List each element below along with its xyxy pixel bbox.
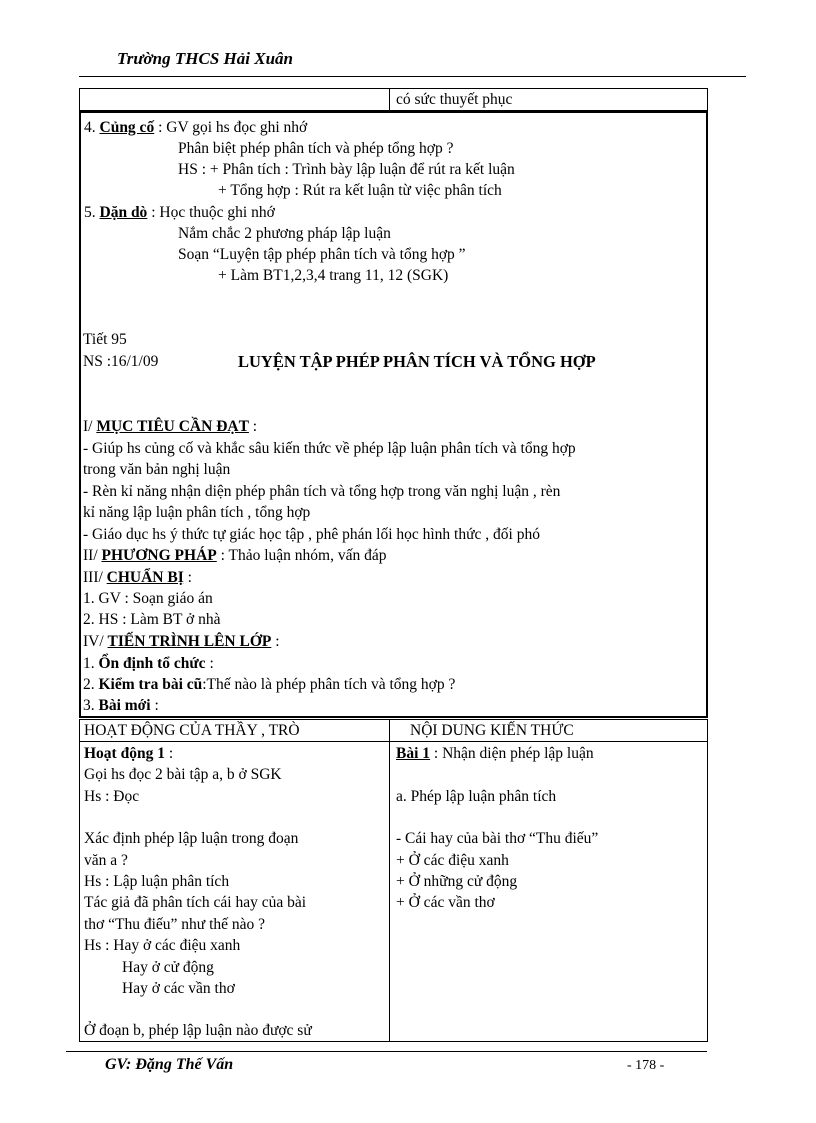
top-row-divider (389, 88, 390, 111)
section5-line1: Học thuộc ghi nhớ (159, 204, 275, 221)
objectives-line4: kỉ năng lập luận phân tích , tổng hợp (83, 504, 311, 521)
footer-teacher: GV: Đặng Thế Vấn (105, 1056, 234, 1073)
section4-line2: Phân biệt phép phân tích và phép tổng hợp ? (178, 140, 454, 157)
process-prefix: IV/ (83, 633, 104, 650)
objectives-sep: : (252, 418, 258, 435)
activity-table-header-rule (79, 741, 708, 742)
footer-page-number: - 178 - (627, 1058, 665, 1073)
objectives-heading (83, 417, 257, 437)
prep-heading (83, 568, 192, 588)
right-line2: - Cái hay của bài thơ “Thu điếu” (396, 830, 599, 847)
activity-header-right: NỘI DUNG KIẾN THỨC (410, 722, 574, 739)
method-line (83, 546, 387, 566)
right-title: Bài 1 (396, 745, 431, 762)
process-step3-num: 3. (83, 697, 95, 714)
section4-number: 4. (84, 119, 96, 136)
section4-line4: + Tổng hợp : Rút ra kết luận từ việc phân tích (218, 182, 502, 199)
right-line5: + Ở các vần thơ (396, 894, 495, 911)
right-line3: + Ở các điệu xanh (396, 852, 509, 869)
lesson-title: LUYỆN TẬP PHÉP PHÂN TÍCH VÀ TỔNG HỢP (238, 352, 596, 371)
left-line2: Hs : Đọc (84, 788, 140, 805)
left-line7: thơ “Thu điếu” như thế nào ? (84, 916, 266, 933)
process-step1 (83, 654, 214, 674)
right-line1: a. Phép lập luận phân tích (396, 788, 557, 805)
left-line3: Xác định phép lập luận trong đoạn (84, 830, 299, 847)
header-rule (79, 76, 746, 77)
left-line1: Gọi hs đọc 2 bài tập a, b ở SGK (84, 766, 282, 783)
objectives-line1: - Giúp hs củng cố và khắc sâu kiến thức về phép lập luận phân tích và tổng hợp (83, 440, 576, 457)
section4-sep: : (158, 119, 163, 136)
lesson-date: NS :16/1/09 (83, 353, 159, 370)
process-step1-title: Ổn định tổ chức (98, 655, 206, 672)
footer-rule (66, 1051, 707, 1052)
process-step2-rest: :Thế nào là phép phân tích và tổng hợp ? (202, 676, 456, 693)
left-line6: Tác giả đã phân tích cái hay của bài (84, 894, 307, 911)
prep-sep: : (187, 569, 192, 586)
process-sep: : (275, 633, 280, 650)
activity-table-divider (389, 719, 390, 1042)
section4-line1: GV gọi hs đọc ghi nhớ (166, 119, 308, 136)
activity-title-line (84, 744, 173, 764)
right-line4: + Ở những cử động (396, 873, 518, 890)
process-step2-title: Kiểm tra bài cũ (98, 676, 203, 693)
left-line10: Hay ở các vần thơ (122, 980, 235, 997)
section5-number: 5. (84, 204, 96, 221)
prep-prefix: III/ (83, 569, 103, 586)
activity-title-sep: : (168, 745, 174, 762)
process-title: TIẾN TRÌNH LÊN LỚP (107, 633, 272, 650)
page-header-school: Trường THCS Hải Xuân (117, 49, 293, 68)
process-step1-rest: : (209, 655, 214, 672)
lesson-period: Tiết 95 (83, 331, 127, 348)
section5-line2: Nắm chắc 2 phương pháp lập luận (178, 225, 391, 242)
activity-title: Hoạt động 1 (84, 745, 165, 762)
left-line5: Hs : Lập luận phân tích (84, 873, 230, 890)
process-step3-rest: : (154, 697, 159, 714)
process-step3 (83, 696, 159, 716)
process-step2-num: 2. (83, 676, 95, 693)
left-line11: Ở đoạn b, phép lập luận nào được sử (84, 1022, 312, 1039)
prep-title: CHUẨN BỊ (106, 569, 184, 586)
method-title: PHƯƠNG PHÁP (101, 547, 217, 564)
objectives-line5: - Giáo dục hs ý thức tự giác học tập , phê phán lối học hình thức , đối phó (83, 526, 540, 543)
section5-sep: : (151, 204, 156, 221)
process-step2 (83, 675, 455, 695)
section4-heading (84, 118, 307, 138)
objectives-prefix: I/ (83, 418, 93, 435)
objectives-title: MỤC TIÊU CẦN ĐẠT (96, 418, 249, 435)
section4-title: Củng cố (99, 119, 155, 136)
section5-heading (84, 203, 275, 223)
section5-line3: Soạn “Luyện tập phép phân tích và tổng hợp ” (178, 246, 466, 263)
top-row-table (79, 88, 708, 111)
objectives-line3: - Rèn kỉ năng nhận diện phép phân tích và tổng hợp trong văn nghị luận , rèn (83, 483, 561, 500)
prep-line1: 1. GV : Soạn giáo án (83, 590, 213, 607)
process-step3-title: Bài mới (98, 697, 151, 714)
prep-line2: 2. HS : Làm BT ở nhà (83, 611, 221, 628)
left-line9: Hay ở cử động (122, 959, 214, 976)
right-title-rest: : Nhận diện phép lập luận (433, 745, 594, 762)
left-line4: văn a ? (84, 852, 128, 869)
right-title-line (396, 744, 594, 764)
top-row-right-cell: có sức thuyết phục (396, 91, 513, 108)
process-heading (83, 632, 280, 652)
section5-title: Dặn dò (99, 204, 148, 221)
process-step1-num: 1. (83, 655, 95, 672)
method-prefix: II/ (83, 547, 98, 564)
method-rest: : Thảo luận nhóm, vấn đáp (220, 547, 387, 564)
section5-line4: + Làm BT1,2,3,4 trang 11, 12 (SGK) (218, 267, 449, 284)
objectives-line2: trong văn bản nghị luận (83, 461, 231, 478)
activity-header-left: HOẠT ĐỘNG CỦA THẦY , TRÒ (84, 722, 300, 739)
left-line8: Hs : Hay ở các điệu xanh (84, 937, 241, 954)
section4-line3: HS : + Phân tích : Trình bày lập luận để rút ra kết luận (178, 161, 515, 178)
